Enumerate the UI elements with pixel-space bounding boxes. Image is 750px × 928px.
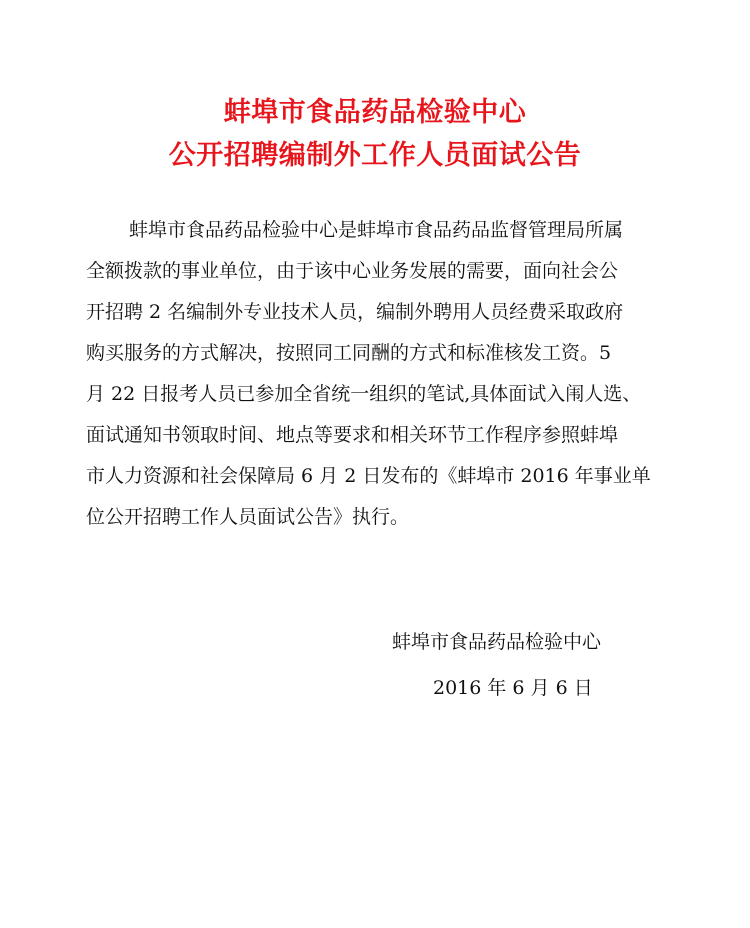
body-line-3: 开招聘 2 名编制外专业技术人员，编制外聘用人员经费采取政府 xyxy=(86,301,624,323)
body-line-6: 面试通知书领取时间、地点等要求和相关环节工作程序参照蚌埠 xyxy=(86,424,619,446)
body-line-7: 市人力资源和社会保障局 6 月 2 日发布的《蚌埠市 2016 年事业单 xyxy=(86,465,651,487)
body-line-8: 位公开招聘工作人员面试公告》执行。 xyxy=(86,506,410,528)
body-line-2: 全额拨款的事业单位，由于该中心业务发展的需要，面向社会公 xyxy=(86,260,619,282)
title-line-2: 公开招聘编制外工作人员面试公告 xyxy=(168,140,582,171)
signature-organization: 蚌埠市食品药品检验中心 xyxy=(392,631,602,653)
body-line-1: 蚌埠市食品药品检验中心是蚌埠市食品药品监督管理局所属 xyxy=(129,219,624,241)
title-line-1: 蚌埠市食品药品检验中心 xyxy=(223,97,527,128)
body-line-4: 购买服务的方式解决，按照同工同酬的方式和标准核发工资。5 xyxy=(86,342,612,364)
body-line-5: 月 22 日报考人员已参加全省统一组织的笔试,具体面试入闱人选、 xyxy=(86,383,642,405)
signature-date: 2016 年 6 月 6 日 xyxy=(433,677,593,699)
